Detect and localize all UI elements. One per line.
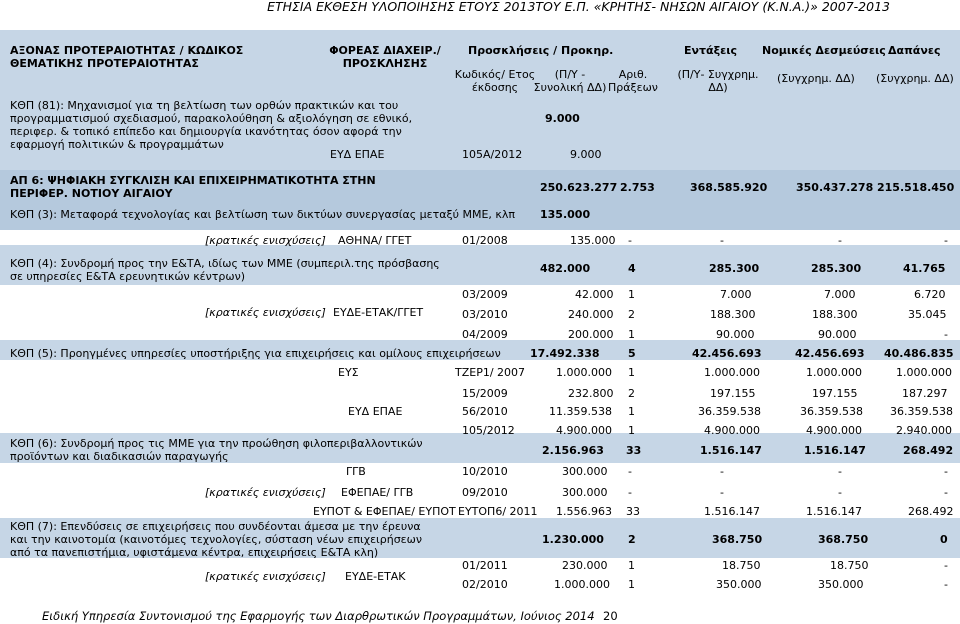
- kp6-v2: 33: [626, 444, 642, 457]
- kp6-row-v3: 1.516.147: [704, 505, 760, 518]
- kp5-row-v3: 4.900.000: [704, 424, 760, 437]
- eyd-code: 105Α/2012: [462, 148, 523, 161]
- kp4-row-v3: 188.300: [710, 308, 756, 321]
- kp7-row-v5: -: [944, 578, 948, 591]
- kp6-row-code: 09/2010: [462, 486, 508, 499]
- kp5-row-code: 15/2009: [462, 387, 508, 400]
- kp4-label: ΚΘΠ (4): Συνδρομή προς την Ε&ΤΑ, ιδίως των ΜΜΕ (συμπεριλ.της πρόσβασης σε υπηρεσίες Ε&ΤΑ ερευνητικών κέντρων): [10, 257, 440, 283]
- kp4-row-v5: 6.720: [914, 288, 946, 301]
- kp4-v4: 285.300: [811, 262, 862, 275]
- kp6-v4: 1.516.147: [804, 444, 866, 457]
- kp5-row-v1: 232.800: [568, 387, 614, 400]
- kp4-row-code: 03/2009: [462, 288, 508, 301]
- kp5-row-v2: 1: [628, 366, 635, 379]
- kp3-v4: -: [838, 234, 842, 247]
- calls-column-header: Προσκλήσεις / Προκηρ.: [468, 44, 614, 57]
- kp6-v5: 268.492: [903, 444, 954, 457]
- kp81-label: ΚΘΠ (81): Μηχανισμοί για τη βελτίωση των ορθών πρακτικών και του προγραμματισμού σχεδιασμού, παρακολούθηση & αξιολόγηση σε εθνικό, περιφερ. & τοπικό επίπεδο και δημιουργία ικανότητας όσον αφορά την εφαρμογή πολιτικών & προγραμμάτων: [10, 99, 413, 151]
- kp5-row-v3: 197.155: [710, 387, 756, 400]
- kp7-row-v5: -: [944, 559, 948, 572]
- kp5-row-body: ΕΥΔ ΕΠΑΕ: [348, 405, 403, 418]
- kp6-row-v1: 300.000: [562, 465, 608, 478]
- kp5-row-v1: 1.000.000: [556, 366, 612, 379]
- body-column-header: ΦΟΡΕΑΣ ΔΙΑΧΕΙΡ./ ΠΡΟΣΚΛΗΣΗΣ: [329, 44, 441, 70]
- kp3-v1: 135.000: [570, 234, 616, 247]
- kp3-code: 01/2008: [462, 234, 508, 247]
- ap6-v3: 368.585.920: [690, 181, 768, 194]
- kp6-row-v5: -: [944, 465, 948, 478]
- kp6-row-body: ΕΦΕΠΑΕ/ ΓΓΒ: [341, 486, 414, 499]
- kp4-row-v5: 35.045: [908, 308, 947, 321]
- kp4-row-v4: 90.000: [818, 328, 857, 341]
- kp4-v5: 41.765: [903, 262, 946, 275]
- co1-subheader: (Συγχρημ. ΔΔ): [777, 72, 855, 85]
- kp3-v5: -: [944, 234, 948, 247]
- kp4-row-v1: 240.000: [568, 308, 614, 321]
- report-title: ΕΤΗΣΙΑ ΕΚΘΕΣΗ ΥΛΟΠΟΙΗΣΗΣ ΕΤΟΥΣ 2013ΤΟΥ Ε.Π. «ΚΡΗΤΗΣ- ΝΗΣΩΝ ΑΙΓΑΙΟΥ (Κ.Ν.Α.)» 2007-2013: [267, 0, 890, 14]
- ap6-v4: 350.437.278: [796, 181, 874, 194]
- kp7-row-v1: 1.000.000: [554, 578, 610, 591]
- kp7-row-v1: 230.000: [562, 559, 608, 572]
- kp5-row-code: 56/2010: [462, 405, 508, 418]
- legal-column-header: Νομικές Δεσμεύσεις: [762, 44, 886, 57]
- kp7-v5: 0: [940, 533, 948, 546]
- kp5-label: ΚΘΠ (5): Προηγμένες υπηρεσίες υποστήριξης για επιχειρήσεις και ομίλους επιχειρήσεων: [10, 347, 501, 360]
- num-acts-subheader: Αριθ. Πράξεων: [608, 68, 658, 94]
- ap6-v5: 215.518.450: [877, 181, 955, 194]
- kp4-row-v2: 1: [628, 328, 635, 341]
- kp5-row-v4: 36.359.538: [800, 405, 863, 418]
- kp4-body: ΕΥΔΕ-ΕΤΑΚ/ΓΓΕΤ: [333, 306, 424, 319]
- kp5-row-body: ΕΥΣ: [338, 366, 359, 379]
- kp5-row-code: ΤΖΕΡ1/ 2007: [455, 366, 526, 379]
- kp5-row-v2: 1: [628, 405, 635, 418]
- kp5-row-v4: 1.000.000: [806, 366, 862, 379]
- kp7-row-code: 02/2010: [462, 578, 508, 591]
- kp6-row-v2: -: [628, 486, 632, 499]
- kp3-value: 135.000: [540, 208, 591, 221]
- axis-column-header: ΑΞΟΝΑΣ ΠΡΟΤΕΡΑΙΟΤΗΤΑΣ / ΚΩΔΙΚΟΣ ΘΕΜΑΤΙΚΗΣ ΠΡΟΤΕΡΑΙΟΤΗΤΑΣ: [10, 44, 244, 70]
- kp4-row-v4: 7.000: [824, 288, 856, 301]
- pt-total-subheader: (Π/Υ - Συνολική ΔΔ): [533, 68, 607, 94]
- inclusions-column-header: Εντάξεις: [684, 44, 738, 57]
- kp4-row-v2: 1: [628, 288, 635, 301]
- spend-column-header: Δαπάνες: [888, 44, 941, 57]
- kp7-row-v2: 1: [628, 559, 635, 572]
- kp3-v2: -: [628, 234, 632, 247]
- ap6-label: ΑΠ 6: ΨΗΦΙΑΚΗ ΣΥΓΚΛΙΣΗ ΚΑΙ ΕΠΙΧΕΙΡΗΜΑΤΙΚΟΤΗΤΑ ΣΤΗΝ ΠΕΡΙΦΕΡ. ΝΟΤΙΟΥ ΑΙΓΑΙΟΥ: [10, 174, 376, 200]
- kp5-row-v1: 4.900.000: [556, 424, 612, 437]
- kp3-label: ΚΘΠ (3): Μεταφορά τεχνολογίας και βελτίωση των δικτύων συνεργασίας μεταξύ ΜΜΕ, κλπ: [10, 208, 516, 221]
- kp3-body: ΑΘΗΝΑ/ ΓΓΕΤ: [338, 234, 412, 247]
- kp7-row-v2: 1: [628, 578, 635, 591]
- kp6-row-code: ΕΥΤΟΠ6/ 2011: [458, 505, 538, 518]
- kp5-row-v4: 4.900.000: [806, 424, 862, 437]
- kp6-row-code: 10/2010: [462, 465, 508, 478]
- kp5-row-v3: 36.359.538: [698, 405, 761, 418]
- kp6-row-v2: 33: [626, 505, 640, 518]
- page-number: 20: [603, 609, 618, 623]
- kp4-row-v3: 90.000: [716, 328, 755, 341]
- kp7-v4: 368.750: [818, 533, 869, 546]
- kp6-row-v5: 268.492: [908, 505, 954, 518]
- kp5-v1: 17.492.338: [530, 347, 600, 360]
- kp7-row-code: 01/2011: [462, 559, 508, 572]
- kp5-v5: 40.486.835: [884, 347, 954, 360]
- kp7-row-v4: 350.000: [818, 578, 864, 591]
- kp6-v1: 2.156.963: [542, 444, 604, 457]
- kp5-row-code: 105/2012: [462, 424, 515, 437]
- kp4-v3: 285.300: [709, 262, 760, 275]
- kp7-label: ΚΘΠ (7): Επενδύσεις σε επιχειρήσεις που συνδέονται άμεσα με την έρευνα και την καινοτομία (καινοτόμες τεχνολογίες, σύσταση νέων επιχειρήσεων από τα πανεπιστήμια, υφιστάμενα κέντρα, επιχειρήσεις Ε&ΤΑ κλη): [10, 520, 422, 559]
- kp7-body: ΕΥΔΕ-ΕΤΑΚ: [345, 570, 406, 583]
- kp4-row-v3: 7.000: [720, 288, 752, 301]
- kp5-row-v4: 197.155: [812, 387, 858, 400]
- kp5-v2: 5: [628, 347, 636, 360]
- kp4-row-v1: 42.000: [575, 288, 614, 301]
- kp3-aid: [κρατικές ενισχύσεις]: [205, 234, 326, 247]
- kp4-row-code: 03/2010: [462, 308, 508, 321]
- kp4-aid: [κρατικές ενισχύσεις]: [205, 306, 326, 319]
- kp5-row-v5: 1.000.000: [896, 366, 952, 379]
- kp5-row-v5: 187.297: [902, 387, 948, 400]
- kp6-row-v4: 1.516.147: [806, 505, 862, 518]
- kp81-value: 9.000: [545, 112, 580, 125]
- kp5-row-v2: 1: [628, 424, 635, 437]
- kp5-row-v5: 36.359.538: [890, 405, 953, 418]
- page-header: [0, 0, 960, 15]
- co2-subheader: (Συγχρημ. ΔΔ): [876, 72, 954, 85]
- kp7-row-v3: 18.750: [722, 559, 761, 572]
- ap6-v1: 250.623.277: [540, 181, 618, 194]
- ap6-v2: 2.753: [620, 181, 655, 194]
- kp6-row-v4: -: [838, 465, 842, 478]
- kp6-row-v3: -: [720, 465, 724, 478]
- kp6-label: ΚΘΠ (6): Συνδρομή προς τις ΜΜΕ για την προώθηση φιλοπεριβαλλοντικών προϊόντων και διαδικασιών παραγωγής: [10, 437, 423, 463]
- kp6-row-v5: -: [944, 486, 948, 499]
- kp5-row-v5: 2.940.000: [896, 424, 952, 437]
- kp7-row-v4: 18.750: [830, 559, 869, 572]
- kp6-row-v4: -: [838, 486, 842, 499]
- kp5-v4: 42.456.693: [795, 347, 865, 360]
- kp6-row-body: ΓΓΒ: [346, 465, 366, 478]
- kp3-v3: -: [720, 234, 724, 247]
- code-subheader: Κωδικός/ Ετος έκδοσης: [454, 68, 536, 94]
- kp4-v1: 482.000: [540, 262, 591, 275]
- kp5-row-v2: 2: [628, 387, 635, 400]
- kp6-row-v3: -: [720, 486, 724, 499]
- kp5-row-v1: 11.359.538: [549, 405, 612, 418]
- kp6-row-v1: 1.556.963: [556, 505, 612, 518]
- kp7-v1: 1.230.000: [542, 533, 604, 546]
- kp4-v2: 4: [628, 262, 636, 275]
- kp6-row-v1: 300.000: [562, 486, 608, 499]
- eyd-body: ΕΥΔ ΕΠΑΕ: [330, 148, 385, 161]
- kp7-aid: [κρατικές ενισχύσεις]: [205, 570, 326, 583]
- kp4-row-v4: 188.300: [812, 308, 858, 321]
- kp6-aid: [κρατικές ενισχύσεις]: [205, 486, 326, 499]
- kp4-row-v5: -: [944, 328, 948, 341]
- pt-co-subheader: (Π/Υ- Συγχρημ. ΔΔ): [677, 68, 759, 94]
- eyd-value: 9.000: [570, 148, 602, 161]
- kp4-row-code: 04/2009: [462, 328, 508, 341]
- kp5-v3: 42.456.693: [692, 347, 762, 360]
- kp6-row-v2: -: [628, 465, 632, 478]
- kp7-v2: 2: [628, 533, 636, 546]
- kp4-row-v1: 200.000: [568, 328, 614, 341]
- kp7-row-v3: 350.000: [716, 578, 762, 591]
- footer-text: Ειδική Υπηρεσία Συντονισμού της Εφαρμογής των Διαρθρωτικών Προγραμμάτων, Ιούνιος 2014: [42, 609, 595, 623]
- kp6-row-body: ΕΥΠΟΤ & ΕΦΕΠΑΕ/ ΕΥΠΟΤ: [313, 505, 456, 518]
- kp5-row-v3: 1.000.000: [704, 366, 760, 379]
- kp4-row-v2: 2: [628, 308, 635, 321]
- kp7-v3: 368.750: [712, 533, 763, 546]
- kp6-v3: 1.516.147: [700, 444, 762, 457]
